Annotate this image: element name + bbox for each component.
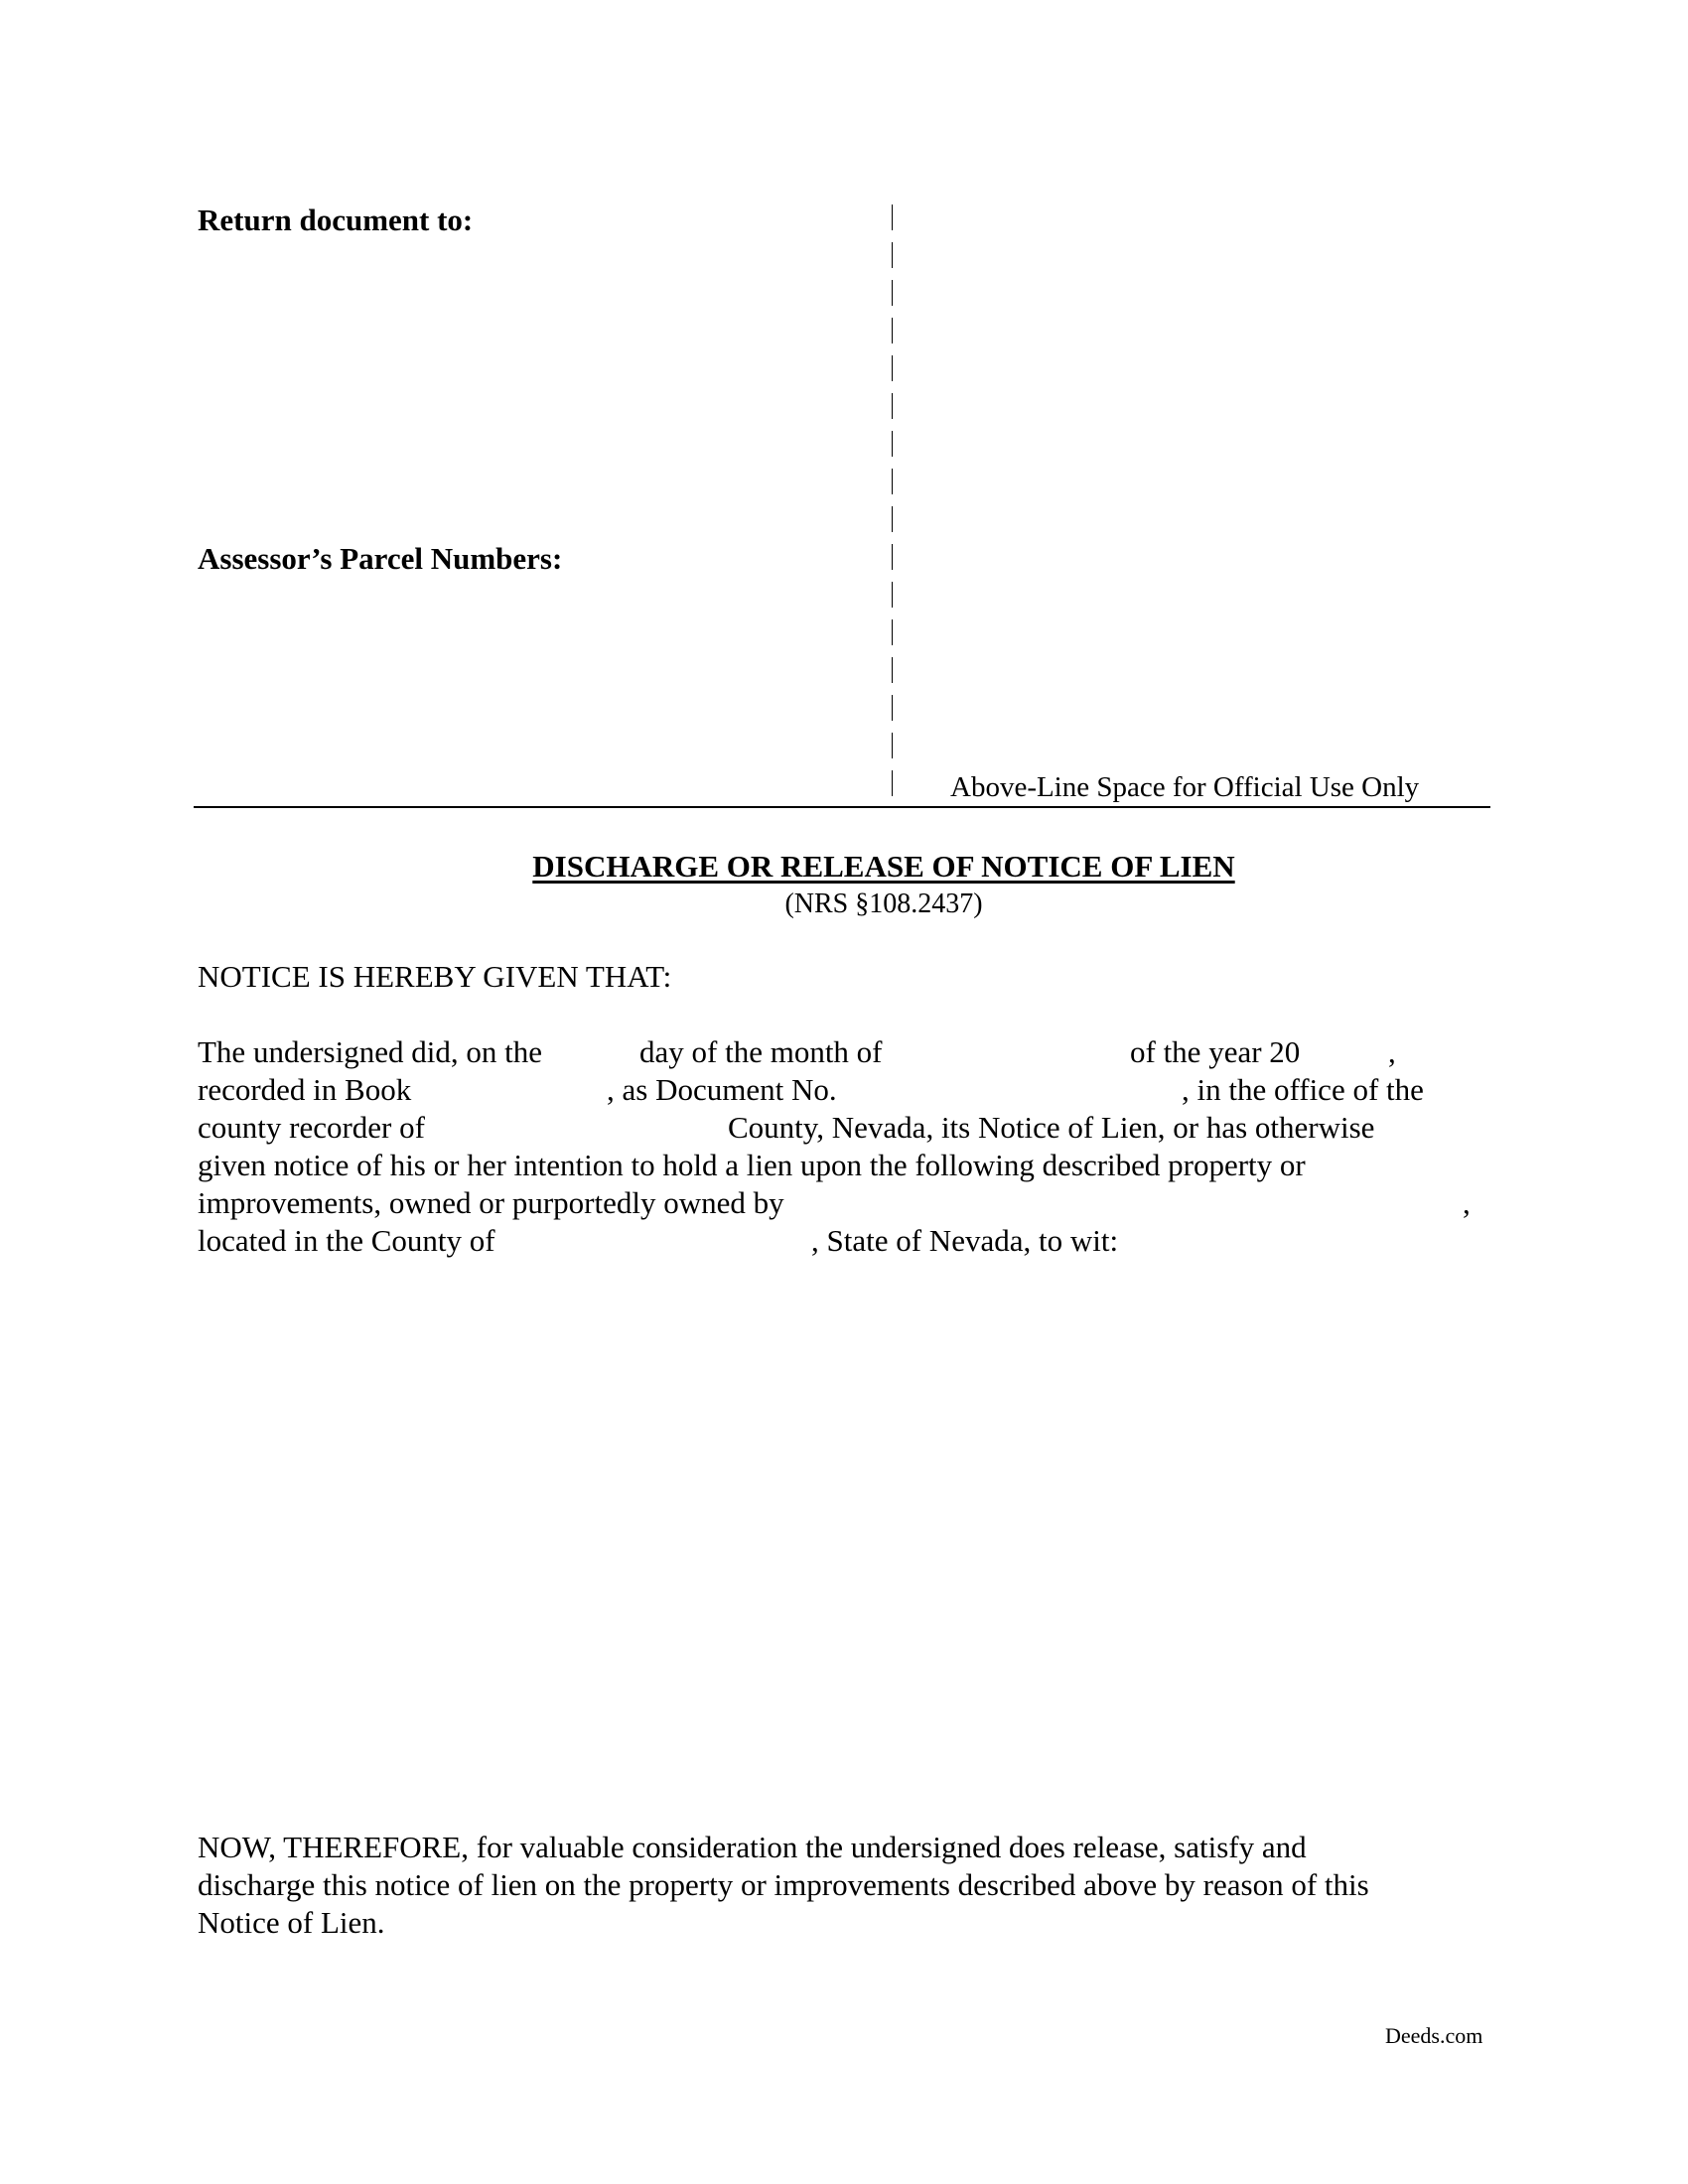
p1-line1-b: day of the month of — [639, 1034, 883, 1069]
recording-rule-line — [194, 806, 1490, 808]
p2-line3: Notice of Lien. — [198, 1905, 385, 1940]
p2-line2: discharge this notice of lien on the property or improvements described above by reason of this — [198, 1867, 1369, 1902]
document-title: DISCHARGE OR RELEASE OF NOTICE OF LIEN — [532, 849, 1235, 884]
p1-line5-b: , — [1463, 1185, 1471, 1220]
p1-line5-a: improvements, owned or purportedly owned by — [198, 1185, 784, 1220]
p2-line1: NOW, THEREFORE, for valuable consideration the undersigned does release, satisfy and — [198, 1830, 1307, 1864]
p1-line2-c: , in the office of the — [1182, 1072, 1424, 1107]
official-use-label: Above-Line Space for Official Use Only — [950, 771, 1420, 803]
notice-intro: NOTICE IS HEREBY GIVEN THAT: — [198, 959, 672, 994]
p1-line6-b: , State of Nevada, to wit: — [811, 1223, 1119, 1258]
p1-line1-d: , — [1388, 1034, 1396, 1069]
footer-brand: Deeds.com — [1385, 2023, 1483, 2048]
p1-line6-a: located in the County of — [198, 1223, 495, 1258]
assessor-parcel-numbers-label: Assessor’s Parcel Numbers: — [198, 541, 563, 576]
p1-line2-a: recorded in Book — [198, 1072, 412, 1107]
p1-line3-b: County, Nevada, its Notice of Lien, or has otherwise — [728, 1110, 1375, 1145]
p1-line1-c: of the year 20 — [1130, 1034, 1301, 1069]
p1-line3-a: county recorder of — [198, 1110, 425, 1145]
p1-line1-a: The undersigned did, on the — [198, 1034, 542, 1069]
p1-line2-b: , as Document No. — [607, 1072, 837, 1107]
statute-reference: (NRS §108.2437) — [784, 888, 983, 919]
return-document-label: Return document to: — [198, 203, 474, 237]
p1-line4: given notice of his or her intention to hold a lien upon the following described property or — [198, 1148, 1306, 1182]
